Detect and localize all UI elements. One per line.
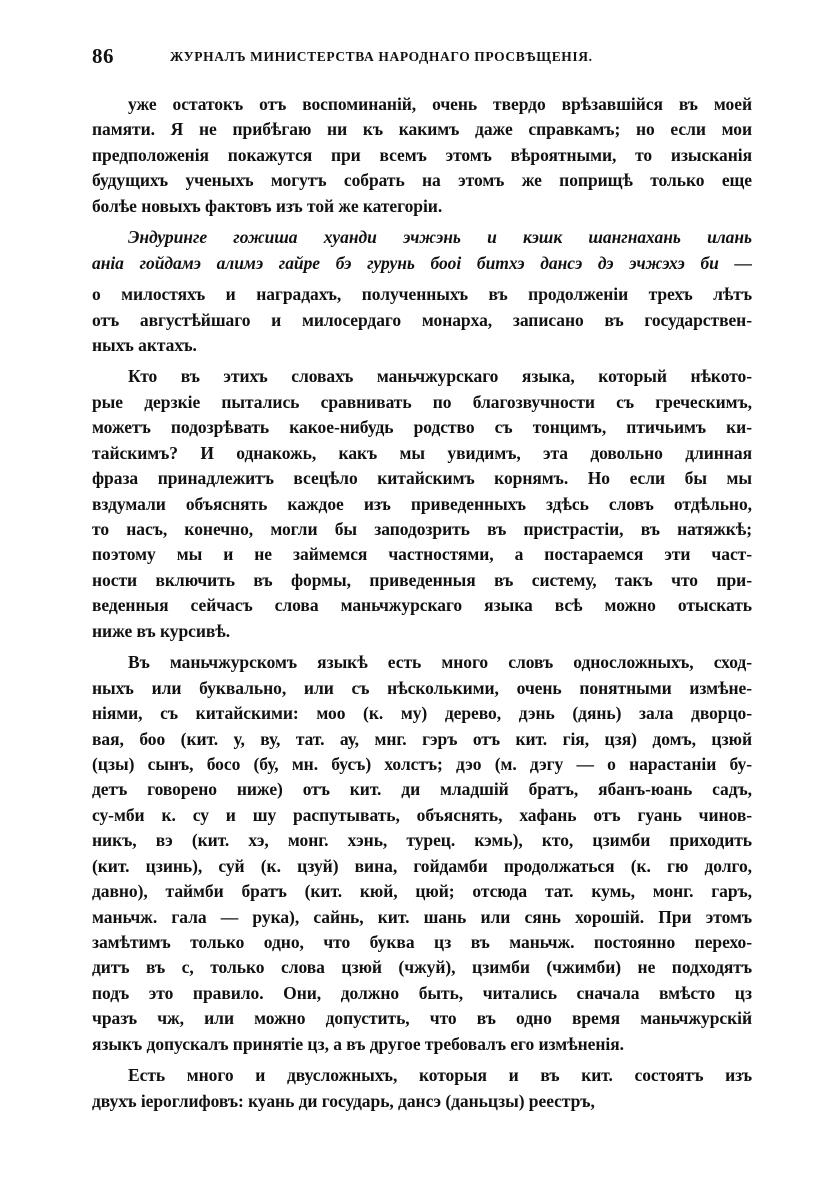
text-line: детъ говорено ниже) отъ кит. ди младшій братъ, ябанъ-юань садъ, — [92, 779, 752, 800]
running-head: ЖУРНАЛЪ МИНИСТЕРСТВА НАРОДНАГО ПРОСВѢЩЕНІЯ. — [170, 49, 593, 64]
text-line: предположенія покажутся при всемъ этомъ вѣроятными, то изысканія — [92, 144, 752, 165]
text-line: давно), таймби братъ (кит. кюй, цюй; отсюда тат. кумь, монг. гаръ, — [92, 881, 752, 902]
text-line: поэтому мы и не займемся частностями, а постараемся эти част- — [92, 544, 752, 565]
text-line: тайскимъ? И однакожь, какъ мы увидимъ, эта довольно длинная — [92, 442, 752, 463]
text-line: (цзы) сынъ, босо (бу, мн. бусъ) холстъ; дэо (м. дэгу — о нарастаніи бу- — [92, 753, 752, 774]
paragraph — [92, 358, 752, 644]
text-line: двухъ іероглифовъ: куань ди государь, дансэ (даньцзы) реестръ, — [92, 1090, 595, 1111]
text-line: языкъ допускалъ принятіе цз, а въ другое требовалъ его измѣненія. — [92, 1033, 624, 1054]
text-line: чразъ чж, или можно допустить, что въ одно время маньчжурскій — [92, 1008, 752, 1029]
text-line: можетъ подозрѣвать какое-нибудь родство съ тонцимъ, птичьимъ ки- — [92, 417, 752, 438]
paragraph — [92, 219, 752, 276]
paragraph — [92, 92, 752, 219]
paragraph — [92, 276, 752, 358]
text-line: Эндуринге гожиша хуанди эчжэнь и кэшк шангнахань илань — [128, 227, 752, 248]
text-line: дитъ въ с, только слова цзюй (чжуй), цзимби (чжимби) не подходятъ — [92, 957, 752, 978]
text-line: Есть много и двусложныхъ, которыя и въ кит. состоятъ изъ — [128, 1065, 752, 1086]
text-line: маньчж. гала — рука), сайнь, кит. шань или сянь хорошій. При этомъ — [92, 906, 752, 927]
text-line: ныхъ или буквально, или съ нѣсколькими, очень понятными измѣне- — [92, 677, 752, 698]
page-number: 86 — [92, 44, 114, 68]
text-line: ныхъ актахъ. — [92, 334, 197, 355]
text-line: ности включить въ формы, приведенныя въ систему, такъ что при- — [92, 569, 752, 590]
text-line: болѣе новыхъ фактовъ изъ той же категоріи. — [92, 195, 443, 216]
text-line: Кто въ этихъ словахъ маньчжурскаго языка, который нѣкото- — [128, 366, 752, 387]
paragraph — [92, 644, 752, 1057]
text-line: фраза принадлежитъ всецѣло китайскимъ корнямъ. Но если бы мы — [92, 468, 752, 489]
text-line: (кит. цзинь), суй (к. цзуй) вина, гойдамби продолжаться (к. гю долго, — [92, 855, 752, 876]
text-line: будущихъ ученыхъ могутъ собрать на этомъ же поприщѣ только еще — [92, 170, 752, 191]
text-line: о милостяхъ и наградахъ, полученныхъ въ продолженіи трехъ лѣтъ — [92, 284, 752, 305]
text-line: ніями, съ китайскими: моо (к. му) дерево, дэнь (дянь) зала дворцо- — [92, 703, 752, 724]
text-line: су-мби к. су и шу распутывать, объяснять, хафань отъ гуань чинов- — [92, 804, 752, 825]
text-line: вая, боо (кит. у, ву, тат. ау, мнг. гэръ отъ кит. гія, цзя) домъ, цзюй — [92, 728, 752, 749]
text-line: никъ, вэ (кит. хэ, монг. хэнь, турец. кэмь), кто, цзимби приходить — [92, 830, 752, 851]
text-line: веденныя сейчасъ слова маньчжурскаго языка всѣ можно отыскать — [92, 595, 752, 616]
text-line: аніа гойдамэ алимэ гайре бэ гурунь бооі битхэ дансэ дэ эчжэхэ би — — [92, 252, 752, 273]
page-header — [92, 40, 752, 70]
text-line: замѣтимъ только одно, что буква цз въ маньчж. постоянно перехо- — [92, 932, 752, 952]
text-line: ниже въ курсивѣ. — [92, 620, 231, 641]
text-line: отъ августѣйшаго и милосердаго монарха, записано въ государствен- — [92, 309, 752, 330]
paragraph — [92, 1057, 752, 1114]
text-line: памяти. Я не прибѣгаю ни къ какимъ даже справкамъ; но если мои — [92, 119, 752, 140]
text-line: рые дерзкіе пытались сравнивать по благозвучности съ греческимъ, — [92, 391, 752, 412]
page-body — [92, 92, 752, 1114]
text-line: то насъ, конечно, могли бы заподозрить въ пристрастіи, въ натяжкѣ; — [92, 519, 752, 539]
text-line: подъ это правило. Они, должно быть, читались сначала вмѣсто цз — [92, 982, 752, 1003]
text-line: вздумали объяснять каждое изъ приведенныхъ здѣсь словъ отдѣльно, — [92, 493, 752, 514]
text-line: Въ маньчжурскомъ языкѣ есть много словъ односложныхъ, сход- — [128, 652, 752, 673]
text-line: уже остатокъ отъ воспоминаній, очень твердо врѣзавшійся въ моей — [128, 94, 752, 114]
